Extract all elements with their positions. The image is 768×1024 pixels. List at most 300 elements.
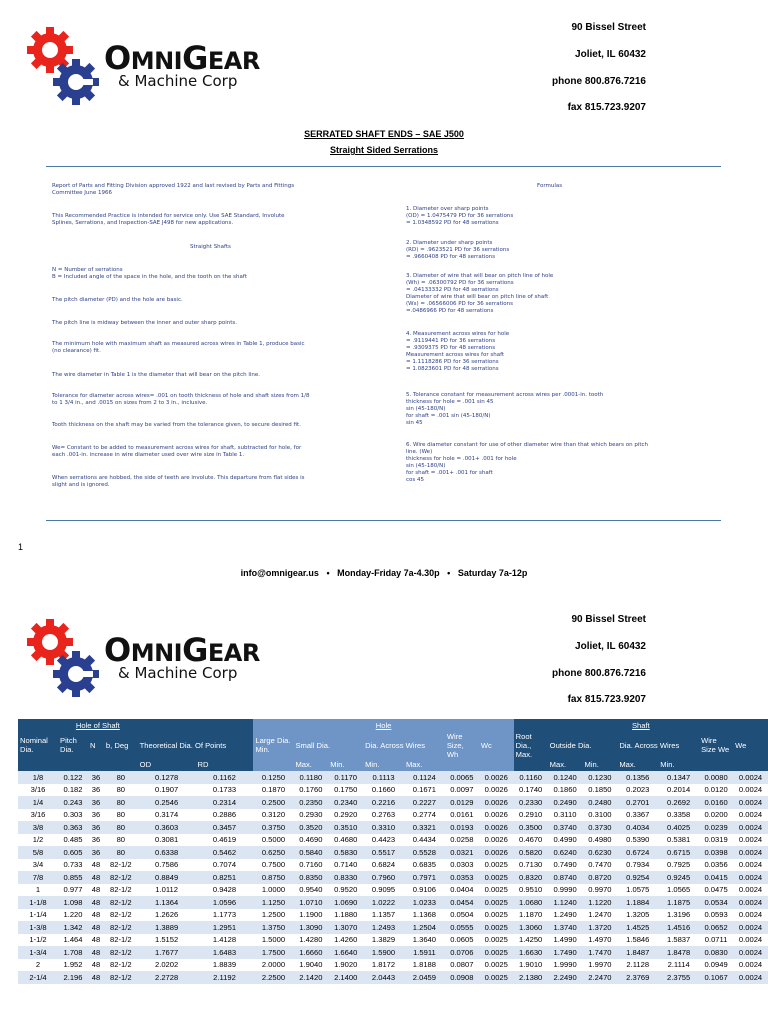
table-cell: 0.9510 xyxy=(514,884,548,897)
table-cell: 0.1180 xyxy=(293,771,328,784)
table-cell: 0.4025 xyxy=(658,821,699,834)
sub-header: Min. xyxy=(658,759,699,772)
table-cell: 1.5152 xyxy=(138,934,196,947)
table-cell: 1/4 xyxy=(18,796,58,809)
table-cell: 0.1067 xyxy=(699,971,733,984)
formula-line: = .9309375 PD for 48 serrations xyxy=(406,345,496,351)
table-cell: 0.1660 xyxy=(363,784,404,797)
table-cell: 0.2490 xyxy=(548,796,583,809)
fax: fax 815.723.9207 xyxy=(567,102,646,113)
col-header: b, Deg xyxy=(104,732,138,759)
table-cell: 2.2728 xyxy=(138,971,196,984)
table-cell: 0.6230 xyxy=(583,846,618,859)
doc-title: SERRATED SHAFT ENDS – SAE J500 xyxy=(304,129,464,139)
company-logo xyxy=(26,24,260,109)
table-cell: 0.4434 xyxy=(404,834,445,847)
table-cell: 2.0000 xyxy=(253,959,293,972)
formula-line: cos 45 xyxy=(406,477,425,483)
table-cell: 0.7470 xyxy=(583,859,618,872)
table-cell: 0.2330 xyxy=(514,796,548,809)
table-cell: 0.2014 xyxy=(658,784,699,797)
formula-line: =.0486966 PD for 48 serrations xyxy=(406,308,494,314)
table-cell: 2.2490 xyxy=(548,971,583,984)
sub-header: OD xyxy=(138,759,196,772)
col-header: Root Dia., Max. xyxy=(514,732,548,759)
table-cell: 0.3457 xyxy=(196,821,254,834)
table-cell: 0.0024 xyxy=(733,909,768,922)
table-cell: 1.8172 xyxy=(363,959,404,972)
table-cell: 0.7971 xyxy=(404,871,445,884)
table-cell: 0.5840 xyxy=(293,846,328,859)
table-cell: 1-1/4 xyxy=(18,909,58,922)
table-cell: 2.0459 xyxy=(404,971,445,984)
city: Joliet, IL 60432 xyxy=(575,641,646,652)
table-cell: 1.2500 xyxy=(253,909,293,922)
table-cell: 1.0000 xyxy=(253,884,293,897)
table-cell: 1.4970 xyxy=(583,934,618,947)
table-cell: 0.5381 xyxy=(658,834,699,847)
table-cell: 0.4034 xyxy=(617,821,658,834)
formula-line: 5. Tolerance constant for measurement across wires per .0001-in. tooth xyxy=(406,392,604,398)
table-cell: 0.0454 xyxy=(445,896,479,909)
table-cell: 0.0024 xyxy=(733,834,768,847)
col-header: We xyxy=(733,732,768,759)
group-shaft: Shaft xyxy=(514,719,768,732)
table-cell: 0.7500 xyxy=(253,859,293,872)
table-cell: 1.3889 xyxy=(138,921,196,934)
table-cell: 0.1356 xyxy=(617,771,658,784)
table-cell: 0.0026 xyxy=(479,771,514,784)
bullet: • xyxy=(326,568,330,578)
table-body xyxy=(18,771,768,984)
table-cell: 0.1850 xyxy=(583,784,618,797)
table-cell: 80 xyxy=(104,796,138,809)
text-line: (no clearance) fit. xyxy=(52,348,101,354)
text-line: The pitch diameter (PD) and the hole are basic. xyxy=(52,297,183,303)
table-cell: 0.2314 xyxy=(196,796,254,809)
formula-line: = .9119441 PD for 36 serrations xyxy=(406,338,496,344)
table-cell: 1.342 xyxy=(58,921,88,934)
table-cell: 1.9040 xyxy=(293,959,328,972)
table-cell: 1.4260 xyxy=(328,934,363,947)
table-cell: 0.6724 xyxy=(617,846,658,859)
table-row xyxy=(18,921,768,934)
table-cell: 0.0097 xyxy=(445,784,479,797)
phone: phone 800.876.7216 xyxy=(552,76,646,87)
table-cell: 1.2493 xyxy=(363,921,404,934)
formula-line: sin (45-180/N) xyxy=(406,406,446,412)
left-column xyxy=(52,183,382,513)
sub-header: Min. xyxy=(328,759,363,772)
sub-header: Max. xyxy=(548,759,583,772)
table-cell: 36 xyxy=(88,846,104,859)
table-cell: 1.1364 xyxy=(138,896,196,909)
formula-line: 4. Measurement across wires for hole xyxy=(406,331,510,337)
table-cell: 0.4690 xyxy=(293,834,328,847)
table-cell: 1.9010 xyxy=(514,959,548,972)
sub-header: Min. xyxy=(363,759,404,772)
table-cell: 82-1/2 xyxy=(104,921,138,934)
table-cell: 0.0026 xyxy=(479,796,514,809)
text-line: This Recommended Practice is intended for service only. Use SAE Standard, Involute xyxy=(52,213,285,219)
table-cell: 1.8188 xyxy=(404,959,445,972)
divider xyxy=(46,520,721,521)
sub-header: RD xyxy=(196,759,254,772)
page-number: 1 xyxy=(18,542,24,552)
formula-line: for shaft = .001+ .001 for shaft xyxy=(406,470,493,476)
address-block xyxy=(446,614,646,706)
table-cell: 82-1/2 xyxy=(104,934,138,947)
table-cell: 1.3740 xyxy=(548,921,583,934)
text-line: The pitch line is midway between the inner and outer sharp points. xyxy=(52,320,238,326)
table-cell: 0.0024 xyxy=(733,921,768,934)
table-cell: 1.6630 xyxy=(514,946,548,959)
table-cell: 0.0129 xyxy=(445,796,479,809)
table-cell: 0.8251 xyxy=(196,871,254,884)
table-cell: 0.0504 xyxy=(445,909,479,922)
table-cell: 0.4680 xyxy=(328,834,363,847)
formulas-heading: Formulas xyxy=(537,183,563,189)
table-cell: 0.5528 xyxy=(404,846,445,859)
table-cell: 1.8839 xyxy=(196,959,254,972)
table-row xyxy=(18,784,768,797)
formula-line: sin 45 xyxy=(406,420,423,426)
table-cell: 1.2626 xyxy=(138,909,196,922)
table-cell: 0.5000 xyxy=(253,834,293,847)
table-cell: 48 xyxy=(88,921,104,934)
table-cell: 0.1347 xyxy=(658,771,699,784)
table-cell: 0.303 xyxy=(58,809,88,822)
table-cell: 0.0706 xyxy=(445,946,479,959)
table-cell: 0.182 xyxy=(58,784,88,797)
table-cell: 0.3603 xyxy=(138,821,196,834)
table-cell: 1.1240 xyxy=(548,896,583,909)
table-cell: 0.9428 xyxy=(196,884,254,897)
table-cell: 1.8478 xyxy=(658,946,699,959)
table-cell: 1.6640 xyxy=(328,946,363,959)
formula-line: 1. Diameter over sharp points xyxy=(406,206,489,212)
table-cell: 0.0024 xyxy=(733,859,768,872)
table-cell: 2.2500 xyxy=(253,971,293,984)
table-row xyxy=(18,959,768,972)
table-cell: 0.0025 xyxy=(479,859,514,872)
gears-icon xyxy=(26,24,106,109)
table-cell: 0.2500 xyxy=(253,796,293,809)
table-cell: 0.1671 xyxy=(404,784,445,797)
company-name: OMNIGEAR xyxy=(104,39,260,77)
formula-line: (OD) = 1.0475479 PD for 36 serrations xyxy=(406,213,514,219)
table-cell: 0.2227 xyxy=(404,796,445,809)
formula-line: 2. Diameter under sharp points xyxy=(406,240,493,246)
table-cell: 0.4423 xyxy=(363,834,404,847)
bullet: • xyxy=(447,568,451,578)
table-cell: 0.8330 xyxy=(328,871,363,884)
table-cell: 1.5846 xyxy=(617,934,658,947)
group-hole: Hole xyxy=(253,719,513,732)
table-cell: 1.2470 xyxy=(583,909,618,922)
col-header: Nominal Dia. xyxy=(18,732,58,759)
serration-spec-table xyxy=(18,719,768,984)
col-header: Pitch Dia. xyxy=(58,732,88,759)
table-cell: 1.3060 xyxy=(514,921,548,934)
table-cell: 80 xyxy=(104,784,138,797)
table-cell: 0.0024 xyxy=(733,809,768,822)
table-cell: 1.1357 xyxy=(363,909,404,922)
table-cell: 0.0652 xyxy=(699,921,733,934)
table-cell: 0.6338 xyxy=(138,846,196,859)
column-header-row xyxy=(18,732,768,759)
table-cell: 0.6824 xyxy=(363,859,404,872)
formula-line: 6. Wire diameter constant for use of other diameter wire than that which bears on pitch xyxy=(406,442,649,448)
table-cell: 0.0025 xyxy=(479,909,514,922)
text-line: each .001-in. increase in wire diameter used over wire size in Table 1. xyxy=(52,452,245,458)
table-cell: 1.9970 xyxy=(583,959,618,972)
table-cell: 1.2490 xyxy=(548,909,583,922)
table-cell: 0.0353 xyxy=(445,871,479,884)
table-cell: 0.0949 xyxy=(699,959,733,972)
table-cell: 0.7925 xyxy=(658,859,699,872)
table-row xyxy=(18,771,768,784)
table-cell: 1.4250 xyxy=(514,934,548,947)
table-cell: 3/16 xyxy=(18,784,58,797)
table-cell: 82-1/2 xyxy=(104,971,138,984)
table-cell: 0.977 xyxy=(58,884,88,897)
text-line: Report of Parts and Fitting Division approved 1922 and last revised by Parts and Fittings xyxy=(52,183,295,189)
table-cell: 0.0605 xyxy=(445,934,479,947)
table-cell: 80 xyxy=(104,809,138,822)
table-cell: 48 xyxy=(88,971,104,984)
street: 90 Bissel Street xyxy=(571,22,646,33)
table-cell: 2.1192 xyxy=(196,971,254,984)
table-cell: 1.4128 xyxy=(196,934,254,947)
table-cell: 0.0534 xyxy=(699,896,733,909)
table-cell: 0.0239 xyxy=(699,821,733,834)
text-line: Tolerance for diameter across wires= .001 on tooth thickness of hole and shaft sizes from 1/8 xyxy=(52,393,310,399)
table-cell: 0.6250 xyxy=(253,846,293,859)
table-cell: 0.0475 xyxy=(699,884,733,897)
table-cell: 0.7960 xyxy=(363,871,404,884)
text-line: slight and is ignored. xyxy=(52,482,110,488)
table-row xyxy=(18,846,768,859)
table-cell: 1.464 xyxy=(58,934,88,947)
table-cell: 1.7490 xyxy=(548,946,583,959)
table-cell: 0.9540 xyxy=(293,884,328,897)
table-cell: 0.3367 xyxy=(617,809,658,822)
table-cell: 0.0160 xyxy=(699,796,733,809)
table-cell: 0.605 xyxy=(58,846,88,859)
table-cell: 0.3081 xyxy=(138,834,196,847)
table-cell: 0.1113 xyxy=(363,771,404,784)
table-cell: 0.0080 xyxy=(699,771,733,784)
table-cell: 0.1733 xyxy=(196,784,254,797)
col-header: Dia. Across Wires xyxy=(617,732,699,759)
table-cell: 0.3520 xyxy=(293,821,328,834)
table-cell: 5/8 xyxy=(18,846,58,859)
table-cell: 82-1/2 xyxy=(104,859,138,872)
text-line: B = Included angle of the space in the hole, and the tooth on the shaft xyxy=(52,274,247,280)
table-cell: 0.1162 xyxy=(196,771,254,784)
right-column xyxy=(406,183,736,493)
table-cell: 1-1/8 xyxy=(18,896,58,909)
table-cell: 0.0024 xyxy=(733,934,768,947)
table-cell: 1.1368 xyxy=(404,909,445,922)
table-cell: 48 xyxy=(88,859,104,872)
table-row xyxy=(18,834,768,847)
table-cell: 2.2470 xyxy=(583,971,618,984)
table-cell: 0.855 xyxy=(58,871,88,884)
table-cell: 1.952 xyxy=(58,959,88,972)
table-cell: 0.3110 xyxy=(548,809,583,822)
table-cell: 1.7500 xyxy=(253,946,293,959)
table-cell: 0.0404 xyxy=(445,884,479,897)
table-cell: 48 xyxy=(88,871,104,884)
table-row xyxy=(18,909,768,922)
gears-icon xyxy=(26,616,106,701)
col-header: Wire Size, Wh xyxy=(445,732,479,759)
table-cell: 80 xyxy=(104,834,138,847)
table-cell: 0.0593 xyxy=(699,909,733,922)
address-block xyxy=(446,22,646,114)
table-row xyxy=(18,796,768,809)
table-cell: 82-1/2 xyxy=(104,946,138,959)
table-cell: 0.7586 xyxy=(138,859,196,872)
table-cell: 0.8320 xyxy=(514,871,548,884)
table-cell: 0.0258 xyxy=(445,834,479,847)
table-cell: 0.7140 xyxy=(328,859,363,872)
table-cell: 0.2350 xyxy=(293,796,328,809)
table-cell: 0.5820 xyxy=(514,846,548,859)
col-header: Wc xyxy=(479,732,514,759)
company-name: OMNIGEAR xyxy=(104,631,260,669)
company-subtitle: & Machine Corp xyxy=(118,664,238,682)
table-cell: 0.0025 xyxy=(479,896,514,909)
table-cell: 1 xyxy=(18,884,58,897)
table-cell: 0.0024 xyxy=(733,821,768,834)
street: 90 Bissel Street xyxy=(571,614,646,625)
table-cell: 48 xyxy=(88,946,104,959)
sub-header: Max. xyxy=(293,759,328,772)
table-cell: 0.0024 xyxy=(733,946,768,959)
table-cell: 36 xyxy=(88,809,104,822)
table-cell: 3/16 xyxy=(18,809,58,822)
table-cell: 0.3310 xyxy=(363,821,404,834)
table-cell: 2.1114 xyxy=(658,959,699,972)
table-cell: 0.3510 xyxy=(328,821,363,834)
table-cell: 0.485 xyxy=(58,834,88,847)
col-header: Wire Size We xyxy=(699,732,733,759)
table-cell: 0.1907 xyxy=(138,784,196,797)
text-line: Splines, Serrations, and Inspection-SAE J498 for new applications. xyxy=(52,220,234,226)
table-cell: 1.4525 xyxy=(617,921,658,934)
table-cell: 2.1380 xyxy=(514,971,548,984)
table-cell: 0.0830 xyxy=(699,946,733,959)
formula-line: thickness for hole = .001+ .001 for hole xyxy=(406,456,517,462)
table-cell: 1.3720 xyxy=(583,921,618,934)
table-cell: 0.2910 xyxy=(514,809,548,822)
subheader-row xyxy=(18,759,768,772)
table-cell: 0.9990 xyxy=(548,884,583,897)
table-cell: 1.6483 xyxy=(196,946,254,959)
table-cell: 1.4990 xyxy=(548,934,583,947)
group-hole-of-shaft: Hole of Shaft xyxy=(58,719,138,732)
text-line: When serrations are hobbed, the side of teeth are involute. This departure from flat sides is xyxy=(52,475,305,481)
table-cell: 0.2930 xyxy=(293,809,328,822)
table-cell: 0.0024 xyxy=(733,871,768,884)
table-cell: 0.1860 xyxy=(548,784,583,797)
table-cell: 0.5462 xyxy=(196,846,254,859)
text-line: Committee June 1966 xyxy=(52,190,113,196)
table-row xyxy=(18,884,768,897)
contact-footer xyxy=(0,568,768,578)
table-cell: 1-1/2 xyxy=(18,934,58,947)
table-row xyxy=(18,971,768,984)
table-cell: 0.3358 xyxy=(658,809,699,822)
formula-line: = .04133332 PD for 48 serrations xyxy=(406,287,499,293)
table-cell: 0.0193 xyxy=(445,821,479,834)
table-cell: 1.3205 xyxy=(617,909,658,922)
table-cell: 1.1884 xyxy=(617,896,658,909)
text-line: We= Constant to be added to measurement across wires for shaft, subtracted for hole, for xyxy=(52,445,302,451)
table-cell: 0.8720 xyxy=(583,871,618,884)
formula-line: = 1.0348592 PD for 48 serrations xyxy=(406,220,499,226)
table-cell: 1.9990 xyxy=(548,959,583,972)
table-cell: 1-3/4 xyxy=(18,946,58,959)
table-cell: 0.4980 xyxy=(583,834,618,847)
table-cell: 0.0026 xyxy=(479,784,514,797)
table-cell: 0.4619 xyxy=(196,834,254,847)
table-cell: 0.2774 xyxy=(404,809,445,822)
table-cell: 2.3755 xyxy=(658,971,699,984)
table-cell: 0.7934 xyxy=(617,859,658,872)
col-header: Outside Dia. xyxy=(548,732,618,759)
table-cell: 0.0161 xyxy=(445,809,479,822)
table-cell: 0.8849 xyxy=(138,871,196,884)
table-cell: 0.0025 xyxy=(479,921,514,934)
table-cell: 0.0321 xyxy=(445,846,479,859)
table-cell: 0.2692 xyxy=(658,796,699,809)
table-cell: 0.0908 xyxy=(445,971,479,984)
table-cell: 0.2546 xyxy=(138,796,196,809)
email-link[interactable]: info@omnigear.us xyxy=(240,568,319,578)
table-cell: 2-1/4 xyxy=(18,971,58,984)
col-header: N xyxy=(88,732,104,759)
phone: phone 800.876.7216 xyxy=(552,668,646,679)
text-line: The wire diameter in Table 1 is the diameter that will bear on the pitch line. xyxy=(52,372,261,378)
table-cell: 0.0026 xyxy=(479,821,514,834)
table-cell: 82-1/2 xyxy=(104,871,138,884)
table-cell: 2.3769 xyxy=(617,971,658,984)
table-cell: 1/8 xyxy=(18,771,58,784)
table-cell: 1.7470 xyxy=(583,946,618,959)
sub-header: Min. xyxy=(583,759,618,772)
table-cell: 0.3730 xyxy=(583,821,618,834)
table-cell: 1.0596 xyxy=(196,896,254,909)
table-cell: 36 xyxy=(88,784,104,797)
table-cell: 1.1880 xyxy=(328,909,363,922)
table-cell: 80 xyxy=(104,771,138,784)
group-header-row xyxy=(18,719,768,732)
table-cell: 1.2951 xyxy=(196,921,254,934)
table-cell: 0.5830 xyxy=(328,846,363,859)
text-line: The minimum hole with maximum shaft as measured across wires in Table 1, produce basic xyxy=(52,341,305,347)
table-cell: 0.2340 xyxy=(328,796,363,809)
table-cell: 3/8 xyxy=(18,821,58,834)
table-cell: 0.9106 xyxy=(404,884,445,897)
formula-line: = 1.1118286 PD for 36 serrations xyxy=(406,359,499,365)
table-cell: 0.0025 xyxy=(479,934,514,947)
sub-header: Max. xyxy=(404,759,445,772)
table-cell: 0.7074 xyxy=(196,859,254,872)
